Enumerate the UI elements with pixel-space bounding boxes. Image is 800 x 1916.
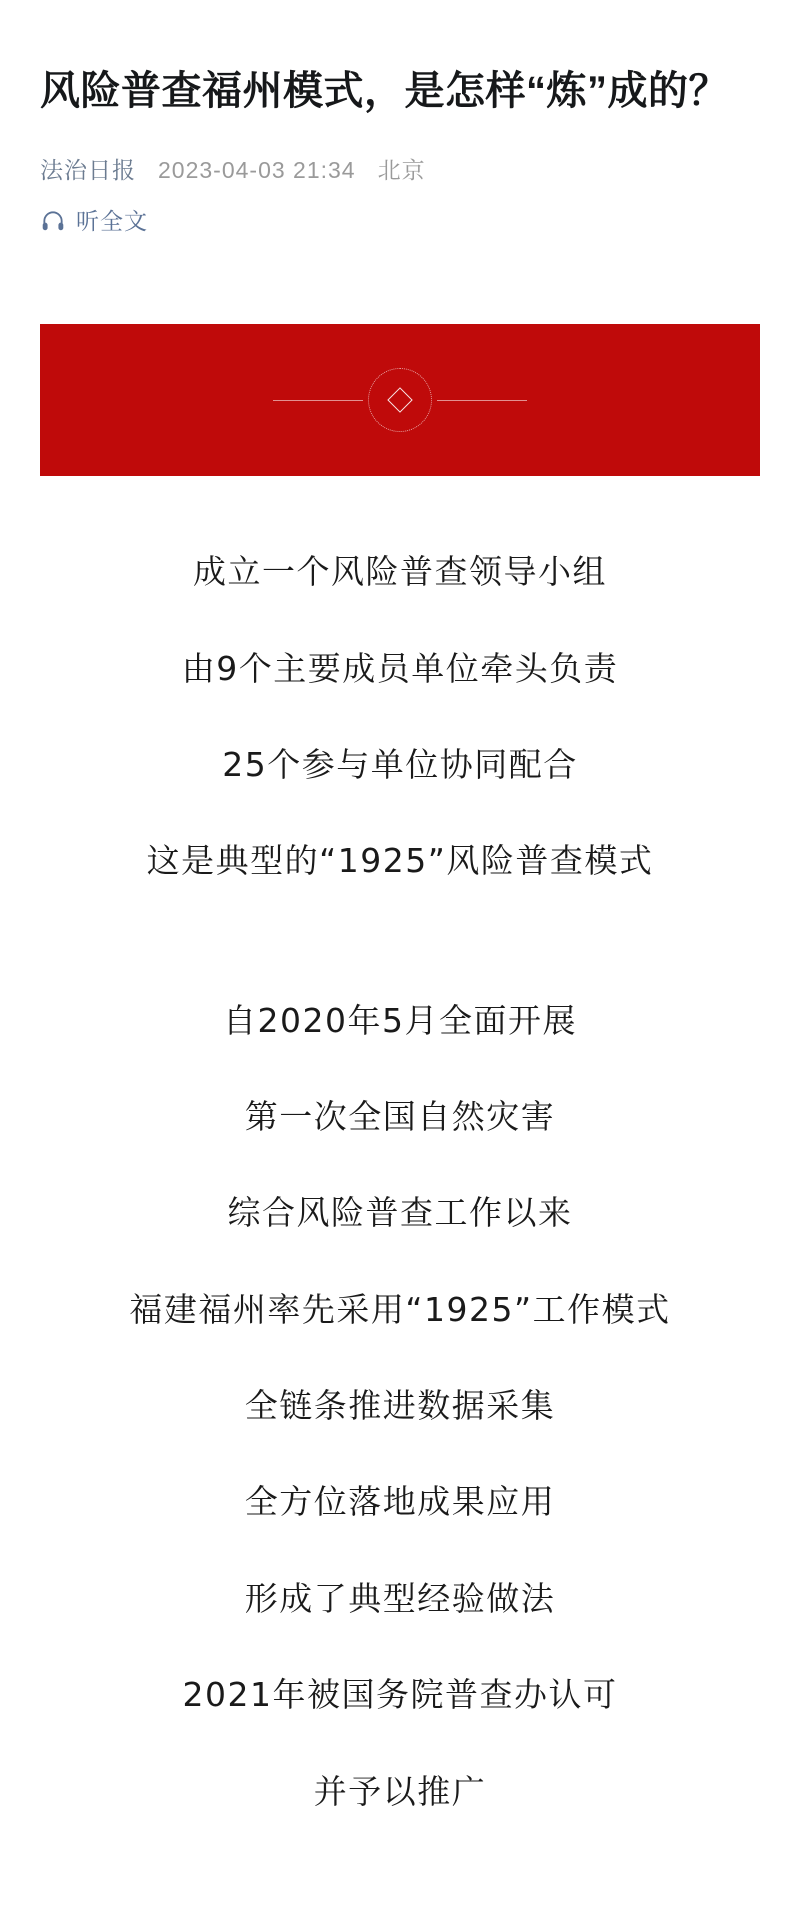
article-paragraph: 并予以推广 [313, 1771, 487, 1811]
article-paragraph: 全链条推进数据采集 [244, 1386, 556, 1426]
article-banner-image [40, 324, 760, 476]
listen-full-text-label: 听全文 [76, 207, 148, 234]
article-source[interactable]: 法治日报 [40, 157, 136, 183]
article-paragraph: 25个参与单位协同配合 [222, 744, 578, 784]
article-paragraph: 福建福州率先采用“1925”工作模式 [129, 1289, 671, 1329]
article-body [0, 540, 800, 1916]
headphone-icon [40, 208, 66, 234]
ornament-ring [368, 368, 432, 432]
article-paragraph: 全方位落地成果应用 [244, 1482, 556, 1522]
ornament-diamond [387, 387, 412, 412]
article-paragraph: 第一次全国自然灾害 [244, 1096, 556, 1136]
article-paragraph: 2021年被国务院普查办认可 [182, 1675, 618, 1715]
article-paragraph: 自2020年5月全面开展 [223, 1000, 577, 1040]
ornament-line-right [437, 400, 527, 401]
article-paragraph: 成立一个风险普查领导小组 [193, 552, 607, 592]
article-paragraph: 由9个主要成员单位牵头负责 [181, 648, 619, 688]
ornament-line-left [273, 400, 363, 401]
article-paragraph: 形成了典型经验做法 [244, 1578, 556, 1618]
listen-full-text-button[interactable] [40, 208, 760, 234]
article-meta [40, 154, 760, 186]
article-header [0, 0, 800, 234]
article-paragraph: 综合风险普查工作以来 [227, 1193, 573, 1233]
article-paragraph: 这是典型的“1925”风险普查模式 [146, 841, 654, 881]
page-title: 风险普查福州模式，是怎样“炼”成的？ [40, 69, 729, 113]
article-location: 北京 [377, 157, 426, 183]
article-paragraph-spacer [40, 926, 760, 956]
article-date: 2023-04-03 21:34 [158, 157, 356, 183]
banner-ornament [265, 360, 535, 440]
